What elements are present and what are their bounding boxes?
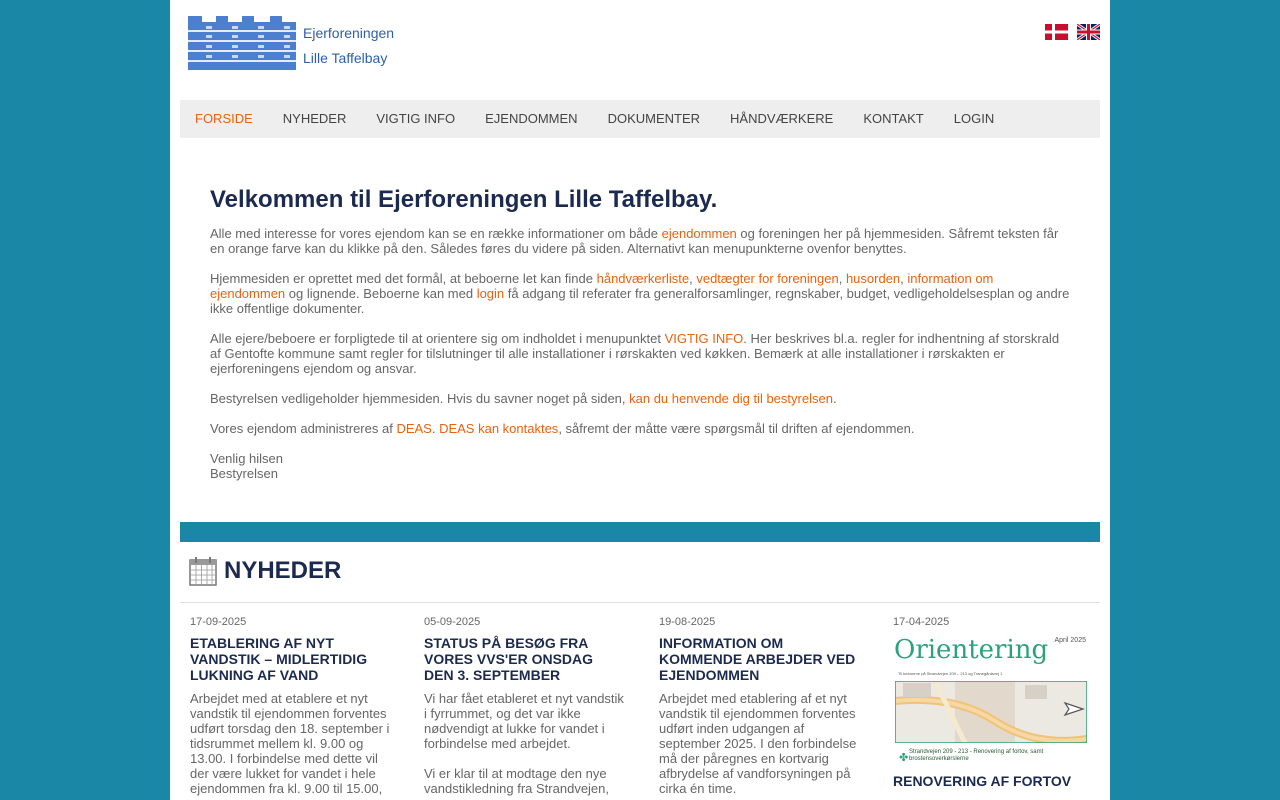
- link-haandvaerkerliste[interactable]: håndværkerliste: [596, 271, 690, 286]
- map-illustration: [895, 681, 1087, 743]
- text: Bestyrelsen vedligeholder hjemmesiden. Hvis du savner noget på siden,: [210, 391, 630, 406]
- link-husorden[interactable]: husorden: [845, 271, 901, 286]
- text: Vores ejendom administreres af: [210, 421, 397, 436]
- text: ,: [900, 271, 908, 286]
- nav-item-vigtig-info[interactable]: VIGTIG INFO: [376, 111, 456, 126]
- thumbnail-footer: Strandvejen 209 - 213 - Renovering af fortov, samt brostensoverkørslerne: [909, 749, 1044, 762]
- page-title: Velkommen til Ejerforeningen Lille Taffelbay.: [210, 186, 718, 213]
- news-title[interactable]: STATUS PÅ BESØG FRA VORES VVS'ER ONSDAG DEN 3. SEPTEMBER: [424, 635, 594, 683]
- news-date: 05-09-2025: [424, 616, 481, 628]
- nav-item-login[interactable]: LOGIN: [953, 111, 995, 126]
- signature-block: [210, 451, 1072, 481]
- language-switcher: [1045, 24, 1100, 40]
- purpose-paragraph: [210, 271, 1072, 316]
- news-header: [189, 556, 341, 586]
- building-logo-icon: [186, 16, 298, 72]
- text: . Her beskrives bl.a. regler for indhentning af storskrald af Gentofte kommune samt regler for tilslutninger til alle installationer i rørskakten ved køkken. Bemærk at alle installationer i rørskakten er ejerforeningens ejendom og ansvar.: [210, 331, 1060, 376]
- text: ,: [838, 271, 846, 286]
- link-login[interactable]: login: [476, 286, 505, 301]
- link-vigtig-info[interactable]: VIGTIG INFO: [664, 331, 744, 346]
- text: .: [832, 391, 837, 406]
- next-arrow-icon[interactable]: [1063, 701, 1085, 717]
- signature: Bestyrelsen: [210, 466, 278, 481]
- thumbnail-subtitle: Til beboerne på Strandvejen 209 – 213 og Tranegårdsvej 1: [898, 671, 1003, 676]
- nav-item-forside[interactable]: FORSIDE: [195, 111, 253, 126]
- site-logo[interactable]: [186, 16, 396, 72]
- news-paragraph: Vi har fået etableret et nyt vandstik i fyrrummet, og det var ikke nødvendigt at lukke for vandet i forbindelse med arbejdet.: [424, 691, 624, 751]
- intro-paragraph: [210, 226, 1072, 256]
- news-item: [424, 616, 624, 800]
- text: få adgang til referater fra generalforsamlinger, regnskaber, budget, vedligeholdelsesplan og andre ikke offentlige dokumenter.: [210, 286, 1070, 316]
- news-excerpt: [659, 691, 859, 796]
- danish-flag-icon[interactable]: [1045, 24, 1068, 40]
- news-title[interactable]: INFORMATION OM KOMMENDE ARBEJDER VED EJENDOMMEN: [659, 635, 856, 683]
- section-divider-bar: [180, 522, 1100, 542]
- main-nav: [180, 100, 1100, 138]
- administrator-paragraph: [210, 421, 1072, 436]
- uk-flag-icon[interactable]: [1077, 24, 1100, 40]
- text: Hjemmesiden er oprettet med det formål, at beboerne let kan finde: [210, 271, 597, 286]
- nav-item-ejendommen[interactable]: EJENDOMMEN: [485, 111, 578, 126]
- news-item: [190, 616, 390, 800]
- obligations-paragraph: [210, 331, 1072, 376]
- news-title[interactable]: RENOVERING AF FORTOV: [893, 773, 1072, 789]
- text: og lignende. Beboerne kan med: [285, 286, 477, 301]
- news-heading: NYHEDER: [224, 557, 342, 584]
- link-ejendommen[interactable]: ejendommen: [661, 226, 737, 241]
- news-date: 19-08-2025: [659, 616, 716, 628]
- text: .: [431, 421, 440, 436]
- nav-item-kontakt[interactable]: KONTAKT: [863, 111, 924, 126]
- link-contact-board[interactable]: kan du henvende dig til bestyrelsen: [629, 391, 833, 406]
- text: ,: [689, 271, 697, 286]
- calendar-icon: [189, 556, 217, 586]
- news-date: 17-09-2025: [190, 616, 247, 628]
- news-divider: [180, 602, 1100, 603]
- board-paragraph: [210, 391, 1072, 406]
- logo-line1: Ejerforeningen: [303, 25, 395, 41]
- news-excerpt: [190, 691, 390, 796]
- news-excerpt: [424, 691, 624, 796]
- link-deas-contact[interactable]: DEAS kan kontaktes: [439, 421, 559, 436]
- link-deas[interactable]: DEAS: [396, 421, 432, 436]
- text: Alle med interesse for vores ejendom kan se en række informationer om både: [210, 226, 662, 241]
- greeting: Venlig hilsen: [210, 451, 283, 466]
- nav-item-dokumenter[interactable]: DOKUMENTER: [607, 111, 701, 126]
- thumbnail-date: April 2025: [1054, 637, 1086, 644]
- link-vedtaegter[interactable]: vedtægter for foreningen: [696, 271, 839, 286]
- news-date: 17-04-2025: [893, 616, 950, 628]
- nav-item-nyheder[interactable]: NYHEDER: [282, 111, 347, 126]
- text: og foreningen her på hjemmesiden. Såfremt teksten får en orange farve kan du klikke på den. Således føres du videre på siden. Alternativt kan menupunkterne ovenfor benyttes.: [210, 226, 1059, 256]
- news-thumbnail[interactable]: [893, 635, 1088, 765]
- news-paragraph: Arbejdet med at etablere et nyt vandstik til ejendommen forventes udført torsdag den 18. september i tidsrummet mellem kl. 9.00 og 13.00. I forbindelse med dette vil der være lukket for vandet i hele ejendommen fra kl. 9.00 til 15.00,: [190, 691, 390, 796]
- thumbnail-heading: Orientering: [894, 635, 1049, 665]
- news-item: [659, 616, 859, 800]
- page: [170, 0, 1110, 800]
- text: Alle ejere/beboere er forpligtede til at orientere sig om indholdet i menupunktet: [210, 331, 665, 346]
- nav-item-haandvaerkere[interactable]: HÅNDVÆRKERE: [730, 111, 834, 126]
- link-information-om-ejendommen[interactable]: information om ejendommen: [210, 271, 994, 301]
- logo-line2: Lille Taffelbay: [303, 50, 388, 66]
- news-paragraph: Vi er klar til at modtage den nye vandstikledning fra Strandvejen,: [424, 766, 610, 796]
- news-paragraph: Arbejdet med etablering af et nyt vandstik til ejendommen forventes udført inden udgangen af september 2025. I den forbindelse må der påregnes en kortvarig afbrydelse af vandforsyningen på cirka én time.: [659, 691, 857, 796]
- text: , såfremt der måtte være spørgsmål til driften af ejendommen.: [558, 421, 915, 436]
- news-item: [893, 616, 1093, 797]
- clover-icon: ✤: [899, 752, 909, 764]
- welcome-section: [210, 186, 1072, 496]
- news-title[interactable]: ETABLERING AF NYT VANDSTIK – MIDLERTIDIG LUKNING AF VAND: [190, 635, 368, 683]
